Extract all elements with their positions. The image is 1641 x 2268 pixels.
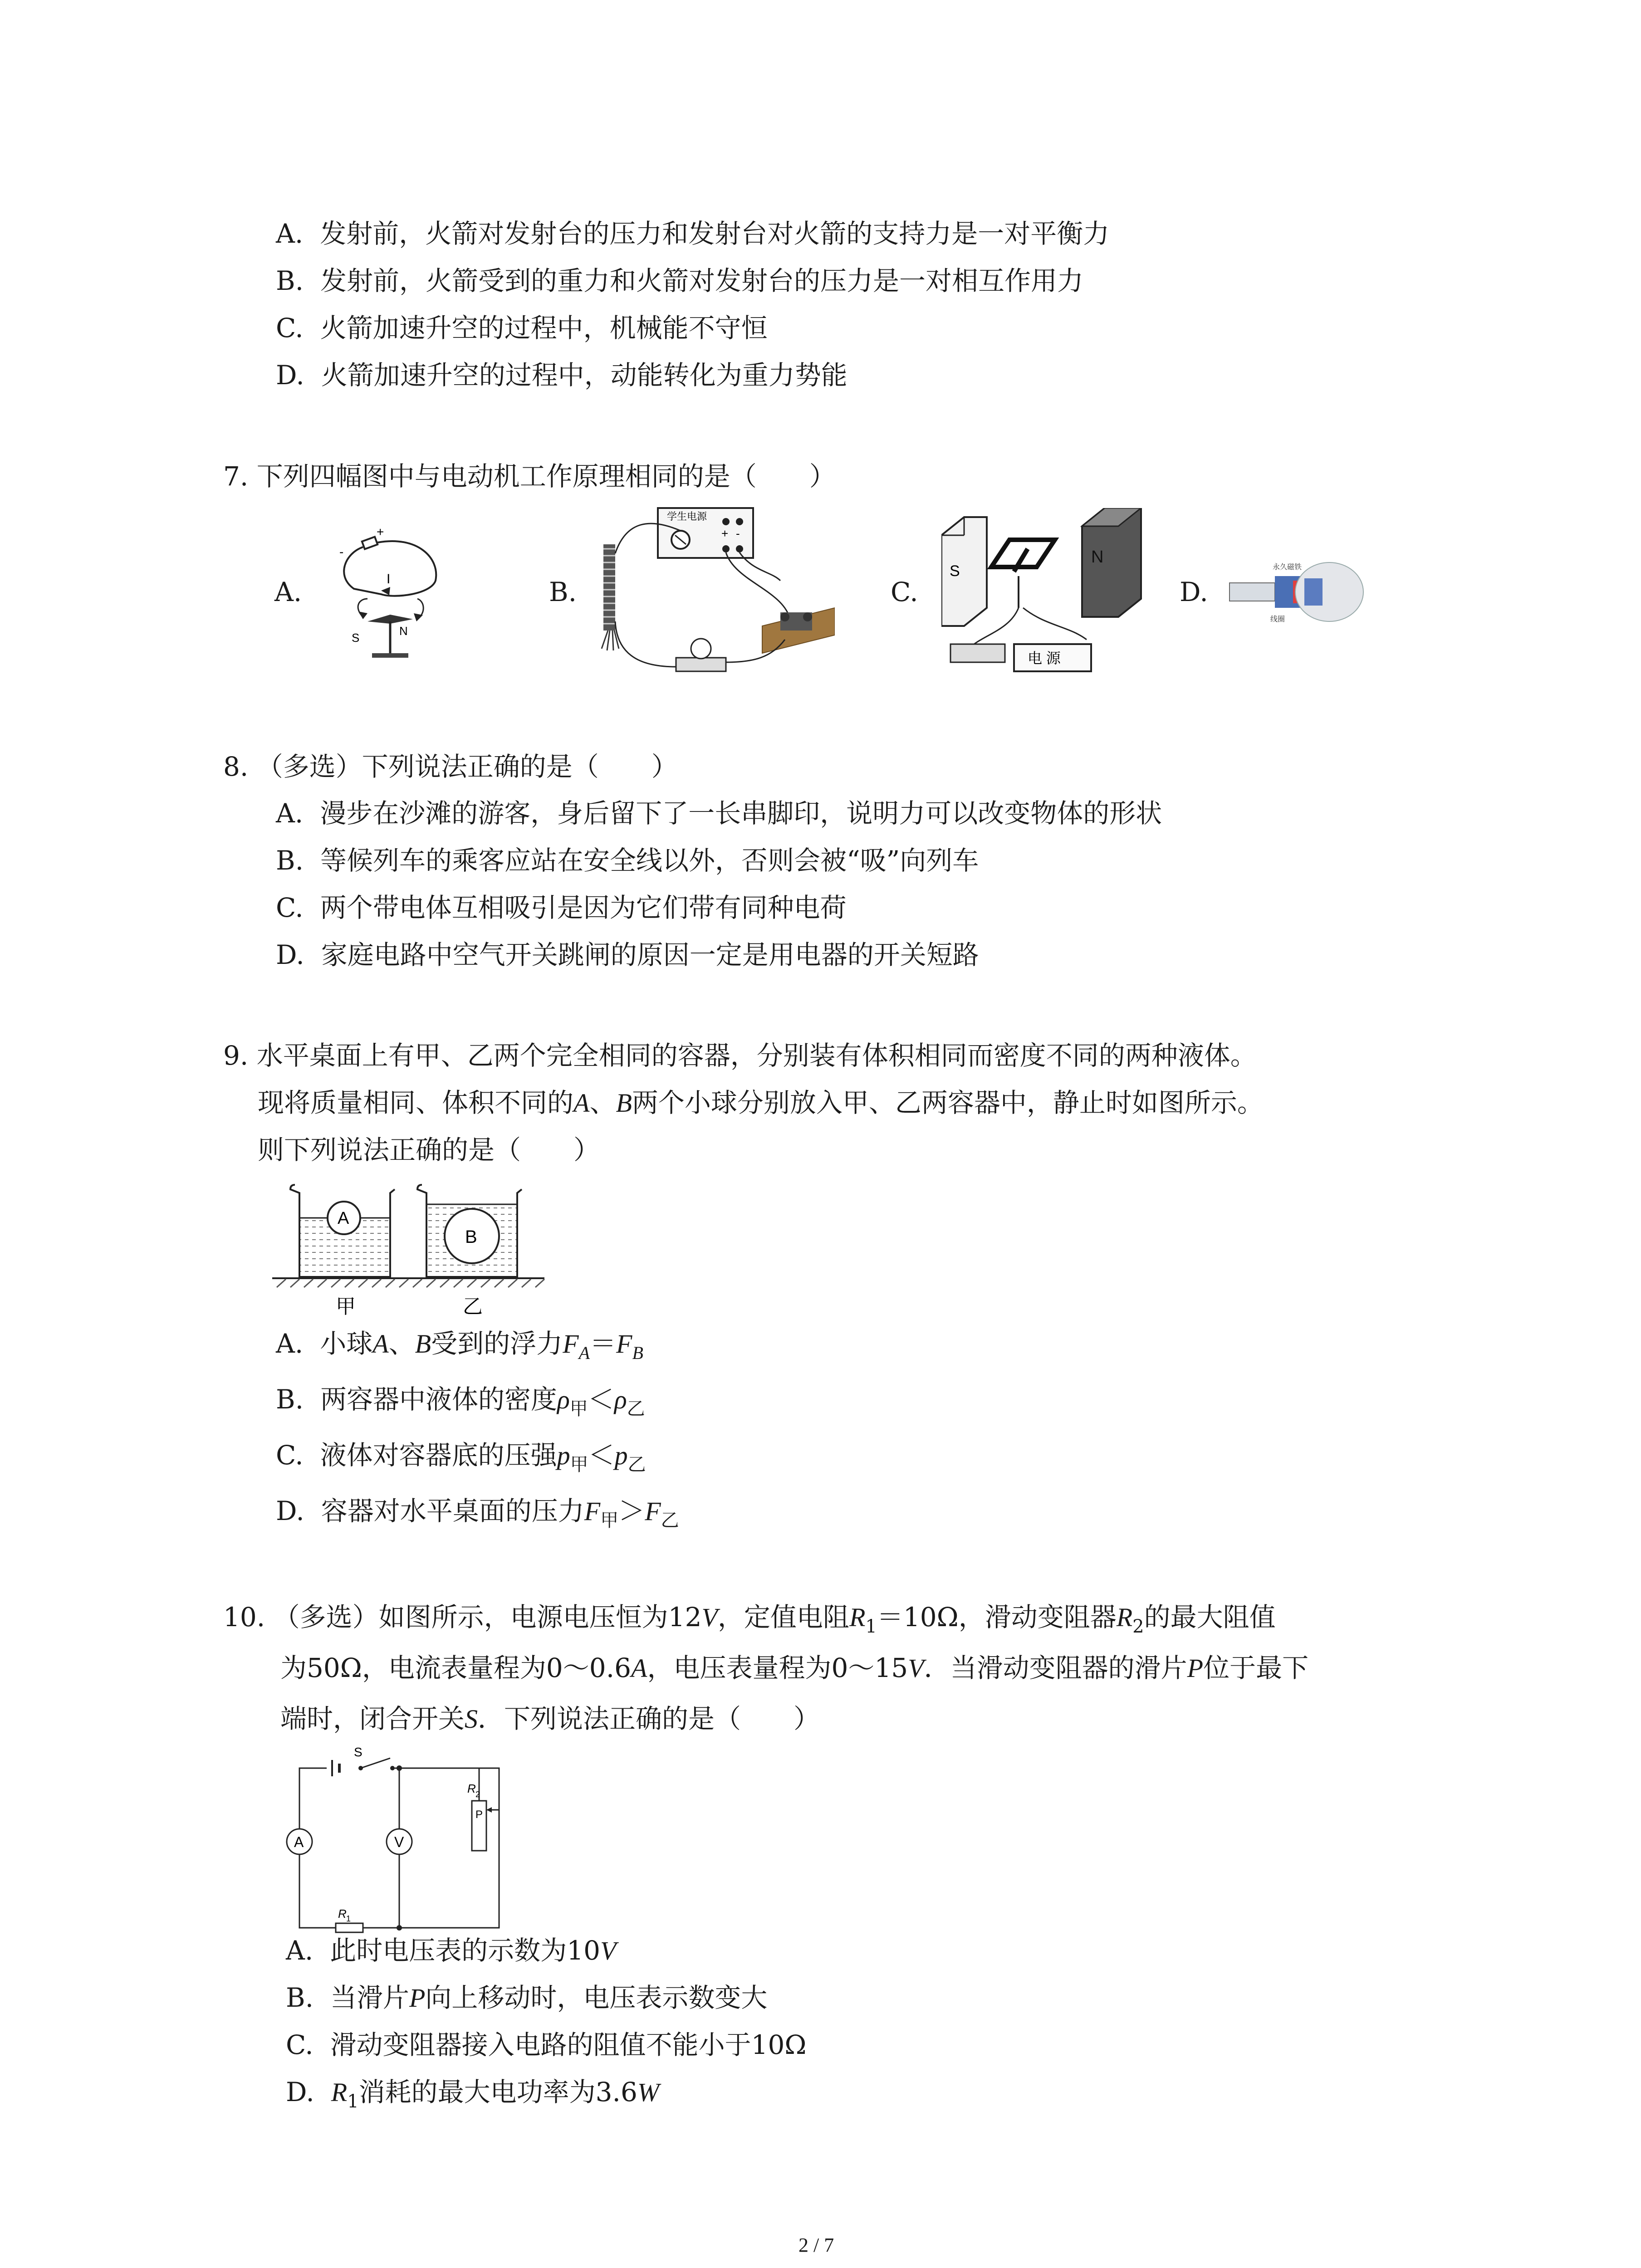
q9-option-a: A. 小球A、B受到的浮力$F_A=F_B$ xyxy=(276,1328,643,1363)
page-number: 2 / 7 xyxy=(798,2234,834,2256)
svg-text:V: V xyxy=(394,1834,404,1850)
svg-text:R: R xyxy=(338,1907,347,1921)
q6-option-a: A. 发射前，火箭对发射台的压力和发射台对火箭的支持力是一对平衡力 xyxy=(276,218,1110,249)
svg-text:A: A xyxy=(294,1834,304,1850)
q10-option-c: C. 滑动变阻器接入电路的阻值不能小于10Ω xyxy=(286,2029,807,2060)
q10-option-b: B. 当滑片P向上移动时，电压表示数变大 xyxy=(286,1982,768,2013)
svg-text:电 源: 电 源 xyxy=(1028,650,1061,666)
q6-option-b: B. 发射前，火箭受到的重力和火箭对发射台的压力是一对相互作用力 xyxy=(276,265,1083,296)
q8-option-b: B. 等候列车的乘客应站在安全线以外，否则会被“吸”向列车 xyxy=(276,845,979,876)
q7-label-d: D. xyxy=(1180,577,1208,607)
svg-text:N: N xyxy=(399,624,408,638)
q7-label-b: B. xyxy=(549,577,577,607)
q7-stem: 7. 下列四幅图中与电动机工作原理相同的是（ ） xyxy=(223,461,836,492)
svg-text:A: A xyxy=(338,1209,349,1228)
q9-stem-line2: 现将质量相同、体积不同的A、B两个小球分别放入甲、乙两容器中，静止时如图所示。 xyxy=(258,1087,1264,1118)
q7-figure-a xyxy=(327,526,454,667)
svg-text:乙: 乙 xyxy=(463,1295,483,1318)
q7-figure-b xyxy=(590,503,835,689)
svg-text:P: P xyxy=(475,1809,483,1821)
svg-text:-: - xyxy=(736,527,740,540)
svg-text:S: S xyxy=(352,631,360,645)
q10-circuit-figure xyxy=(277,1746,540,1937)
q10-stem-line3: 端时，闭合开关S．下列说法正确的是（ ） xyxy=(280,1703,820,1734)
svg-text:S: S xyxy=(950,562,960,580)
q8-option-a: A. 漫步在沙滩的游客，身后留下了一长串脚印，说明力可以改变物体的形状 xyxy=(276,798,1162,829)
svg-text:+: + xyxy=(377,526,384,539)
q7-label-a: A. xyxy=(274,577,302,607)
svg-text:I: I xyxy=(387,572,391,587)
svg-text:N: N xyxy=(1091,547,1104,567)
svg-text:线圈: 线圈 xyxy=(1270,616,1285,623)
svg-text:1: 1 xyxy=(346,1914,351,1923)
q9-stem-line3: 则下列说法正确的是（ ） xyxy=(258,1134,600,1165)
q7-figure-c xyxy=(941,508,1146,680)
q9-stem-line1: 9. 水平桌面上有甲、乙两个完全相同的容器，分别装有体积相同而密度不同的两种液体。 xyxy=(223,1040,1257,1071)
q9-figure xyxy=(268,1179,554,1325)
q6-option-d: D. 火箭加速升空的过程中，动能转化为重力势能 xyxy=(276,360,847,391)
q7-figure-d xyxy=(1225,558,1370,626)
svg-text:永久磁铁: 永久磁铁 xyxy=(1273,563,1302,571)
q10-option-d: D. $R_1$消耗的最大电功率为3.6W xyxy=(286,2077,660,2112)
svg-text:学生电源: 学生电源 xyxy=(667,511,707,522)
q8-option-c: C. 两个带电体互相吸引是因为它们带有同种电荷 xyxy=(276,892,847,923)
q10-stem-line1: 10. （多选）如图所示，电源电压恒为12V，定值电阻$R_1=10\Omega$，滑动变阻器$R_2$的最大阻值 xyxy=(223,1602,1276,1637)
svg-text:甲: 甲 xyxy=(336,1295,356,1318)
q8-stem: 8. （多选）下列说法正确的是（ ） xyxy=(223,751,678,782)
q9-option-d: D. 容器对水平桌面的压力$F_甲>F_乙$ xyxy=(276,1496,679,1531)
svg-text:B: B xyxy=(465,1227,477,1247)
q7-label-c: C. xyxy=(891,577,918,607)
q8-option-d: D. 家庭电路中空气开关跳闸的原因一定是用电器的开关短路 xyxy=(276,939,979,970)
svg-text:R: R xyxy=(467,1782,476,1795)
q9-option-b: B. 两容器中液体的密度$\rho_甲<\rho_乙$ xyxy=(276,1384,645,1419)
svg-text:2: 2 xyxy=(475,1790,480,1799)
q9-option-c: C. 液体对容器底的压强$p_甲<p_乙$ xyxy=(276,1440,646,1475)
q10-option-a: A. 此时电压表的示数为10V xyxy=(286,1935,617,1966)
q6-option-c: C. 火箭加速升空的过程中，机械能不守恒 xyxy=(276,313,768,343)
svg-text:S: S xyxy=(354,1746,362,1759)
svg-text:+: + xyxy=(721,527,729,540)
svg-text:-: - xyxy=(339,545,344,559)
q10-stem-line2: 为50Ω，电流表量程为0～0.6A，电压表量程为0～15V．当滑动变阻器的滑片P位于最下 xyxy=(280,1652,1309,1683)
